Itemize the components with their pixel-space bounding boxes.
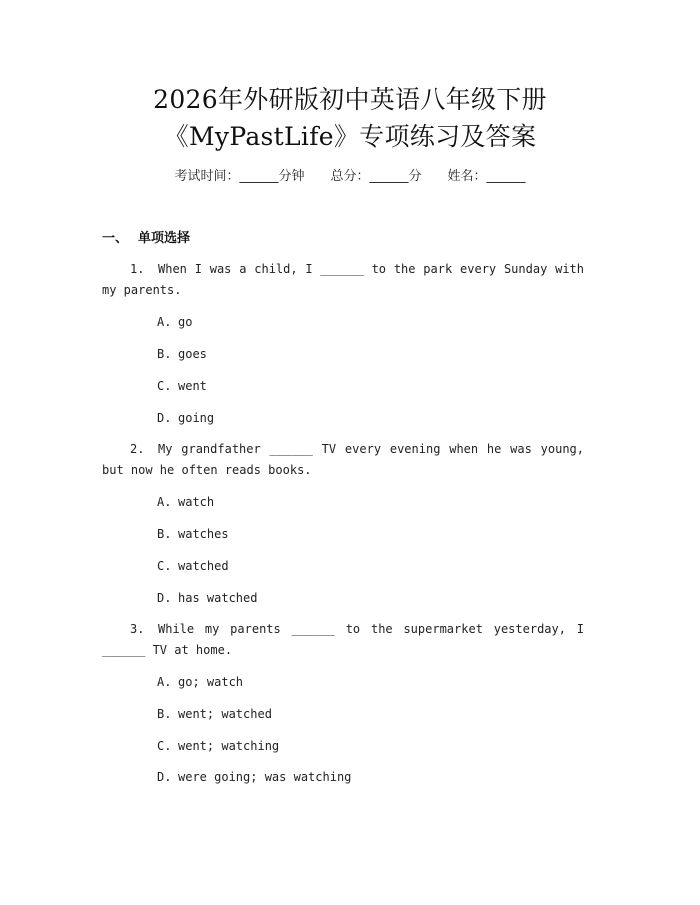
document-title-line-2: 《MyPastLife》专项练习及答案 [163, 122, 537, 151]
question-3 [102, 619, 584, 661]
option-letter: B. [157, 527, 172, 541]
question-3-option-d [157, 768, 351, 786]
option-letter: A. [157, 315, 172, 329]
option-text: goes [178, 347, 207, 361]
question-number: 3. [130, 622, 145, 636]
question-1-option-a [157, 313, 192, 331]
option-text: going [178, 411, 215, 425]
question-2-option-d [157, 589, 257, 607]
question-3-option-a [157, 673, 243, 691]
option-letter: B. [157, 707, 172, 721]
option-letter: A. [157, 495, 172, 509]
question-3-option-c [157, 737, 279, 755]
option-text: go [178, 315, 193, 329]
section-heading [102, 230, 190, 248]
question-3-option-b [157, 705, 272, 723]
option-letter: D. [157, 411, 172, 425]
option-text: has watched [178, 591, 258, 605]
option-letter: D. [157, 770, 172, 784]
total-score-field: 总分：______分 [330, 169, 422, 184]
question-text: When I was a child, I ______ to the park every Sunday with my parents. [102, 262, 584, 297]
question-text: While my parents ______ to the supermarket yesterday, I ______ TV at home. [102, 622, 584, 657]
option-text: watched [178, 559, 229, 573]
section-title: 单项选择 [138, 231, 191, 246]
exam-info-bar [0, 168, 700, 186]
question-2-option-c [157, 557, 229, 575]
question-text: My grandfather ______ TV every evening when he was young, but now he often reads books. [102, 442, 584, 477]
question-2-option-a [157, 493, 214, 511]
option-text: were going; was watching [178, 770, 352, 784]
option-letter: D. [157, 591, 172, 605]
option-letter: C. [157, 739, 172, 753]
option-text: watch [178, 495, 215, 509]
option-text: go; watch [178, 675, 244, 689]
question-1-option-c [157, 377, 207, 395]
option-text: went; watching [178, 739, 280, 753]
exam-time-field: 考试时间：______分钟 [174, 169, 305, 184]
option-letter: C. [157, 379, 172, 393]
section-number: 一、 [102, 231, 129, 246]
question-1-option-d [157, 409, 214, 427]
question-number: 1. [130, 262, 145, 276]
question-1-option-b [157, 345, 207, 363]
question-2-option-b [157, 525, 229, 543]
option-letter: C. [157, 559, 172, 573]
student-name-field: 姓名：______ [447, 169, 526, 184]
option-letter: A. [157, 675, 172, 689]
option-text: went [178, 379, 207, 393]
question-number: 2. [130, 442, 145, 456]
document-title-line-1: 2026年外研版初中英语八年级下册 [153, 85, 547, 114]
question-1 [102, 259, 584, 301]
question-2 [102, 439, 584, 481]
option-text: watches [178, 527, 229, 541]
option-letter: B. [157, 347, 172, 361]
option-text: went; watched [178, 707, 272, 721]
